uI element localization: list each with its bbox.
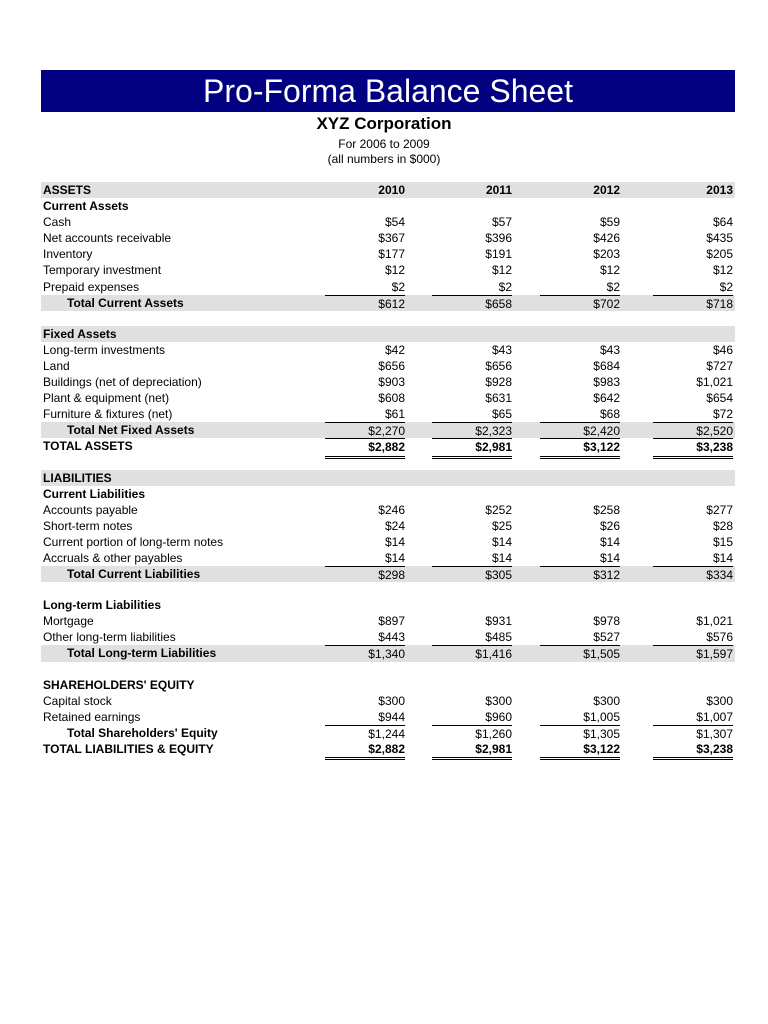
cell-value: $61 bbox=[384, 407, 405, 422]
cell-value: $28 bbox=[712, 518, 733, 533]
row-label: Land bbox=[43, 358, 70, 373]
balance-sheet-table bbox=[41, 182, 735, 757]
cell-value: $246 bbox=[378, 502, 405, 517]
year-2012: 2012 bbox=[593, 183, 620, 197]
equity-rows bbox=[41, 693, 735, 725]
table-row bbox=[41, 374, 735, 390]
table-row bbox=[41, 342, 735, 358]
cell-value: $12 bbox=[599, 263, 620, 278]
cell-value: $312 bbox=[540, 566, 620, 583]
current-assets-label: Current Assets bbox=[43, 199, 129, 214]
cell-value: $59 bbox=[599, 215, 620, 230]
row-label: Total Current Liabilities bbox=[67, 567, 201, 582]
row-label: Accruals & other payables bbox=[43, 550, 183, 565]
table-row bbox=[41, 518, 735, 534]
company-name: XYZ Corporation bbox=[316, 114, 452, 133]
cell-value: $24 bbox=[384, 518, 405, 533]
cell-value: $15 bbox=[712, 534, 733, 549]
cell-value: $658 bbox=[432, 295, 512, 312]
total-equity-row bbox=[41, 725, 735, 741]
cell-value: $727 bbox=[706, 358, 733, 373]
row-label: Plant & equipment (net) bbox=[43, 391, 170, 406]
row-label: Other long-term liabilities bbox=[43, 630, 176, 645]
fixed-assets-rows bbox=[41, 342, 735, 422]
section-label-row bbox=[41, 597, 735, 613]
cell-value: $1,505 bbox=[540, 645, 620, 662]
cell-value: $12 bbox=[491, 263, 512, 278]
row-label: Net accounts receivable bbox=[43, 231, 172, 246]
table-row bbox=[41, 550, 735, 566]
cell-value: $2 bbox=[498, 279, 512, 294]
cell-value: $2,520 bbox=[653, 422, 733, 439]
table-row bbox=[41, 214, 735, 230]
cell-value: $2 bbox=[719, 279, 733, 294]
cell-value: $2 bbox=[391, 279, 405, 294]
cell-value: $2,882 bbox=[325, 438, 405, 458]
liabilities-header-row bbox=[41, 470, 735, 486]
cell-value: $612 bbox=[325, 295, 405, 312]
table-row bbox=[41, 406, 735, 422]
cell-value: $68 bbox=[599, 407, 620, 422]
cell-value: $1,305 bbox=[540, 725, 620, 742]
row-label: Long-term investments bbox=[43, 342, 166, 357]
cell-value: $203 bbox=[593, 247, 620, 262]
section-label-row bbox=[41, 677, 735, 693]
cell-value: $1,597 bbox=[653, 645, 733, 662]
cell-value: $305 bbox=[432, 566, 512, 583]
cell-value: $702 bbox=[540, 295, 620, 312]
year-2011: 2011 bbox=[485, 183, 512, 197]
cell-value: $72 bbox=[712, 407, 733, 422]
year-2013: 2013 bbox=[706, 183, 733, 197]
cell-value: $258 bbox=[593, 502, 620, 517]
cell-value: $654 bbox=[706, 391, 733, 406]
cell-value: $1,005 bbox=[583, 709, 620, 724]
total-current-liabilities-row bbox=[41, 566, 735, 582]
total-fixed-assets-row bbox=[41, 422, 735, 438]
table-row bbox=[41, 390, 735, 406]
cell-value: $642 bbox=[593, 391, 620, 406]
cell-value: $46 bbox=[712, 342, 733, 357]
cell-value: $3,238 bbox=[653, 741, 733, 760]
cell-value: $656 bbox=[378, 358, 405, 373]
cell-value: $12 bbox=[712, 263, 733, 278]
cell-value: $43 bbox=[599, 342, 620, 357]
cell-value: $1,244 bbox=[325, 725, 405, 742]
row-label: Cash bbox=[43, 215, 72, 230]
cell-value: $14 bbox=[384, 534, 405, 549]
cell-value: $14 bbox=[491, 534, 512, 549]
cell-value: $426 bbox=[593, 231, 620, 246]
table-row bbox=[41, 693, 735, 709]
units-note: (all numbers in $000) bbox=[327, 152, 441, 166]
cell-value: $25 bbox=[491, 518, 512, 533]
equity-label: SHAREHOLDERS' EQUITY bbox=[43, 677, 195, 692]
cell-value: $928 bbox=[485, 375, 512, 390]
cell-value: $1,007 bbox=[696, 709, 733, 724]
current-liabilities-rows bbox=[41, 502, 735, 566]
cell-value: $57 bbox=[491, 215, 512, 230]
total-longterm-liabilities-row bbox=[41, 645, 735, 661]
cell-value: $367 bbox=[378, 231, 405, 246]
cell-value: $608 bbox=[378, 391, 405, 406]
cell-value: $435 bbox=[706, 231, 733, 246]
cell-value: $1,307 bbox=[653, 725, 733, 742]
cell-value: $12 bbox=[384, 263, 405, 278]
cell-value: $14 bbox=[491, 550, 512, 565]
cell-value: $903 bbox=[378, 375, 405, 390]
table-row bbox=[41, 502, 735, 518]
current-assets-rows bbox=[41, 214, 735, 294]
cell-value: $3,238 bbox=[653, 438, 733, 458]
cell-value: $205 bbox=[706, 247, 733, 262]
cell-value: $334 bbox=[653, 566, 733, 583]
row-label: Accounts payable bbox=[43, 502, 138, 517]
cell-value: $252 bbox=[485, 502, 512, 517]
cell-value: $684 bbox=[593, 358, 620, 373]
row-label: Furniture & fixtures (net) bbox=[43, 407, 173, 422]
page-title: Pro-Forma Balance Sheet bbox=[41, 70, 735, 112]
total-assets-row bbox=[41, 438, 735, 454]
cell-value: $14 bbox=[384, 550, 405, 565]
cell-value: $1,021 bbox=[696, 375, 733, 390]
row-label: TOTAL LIABILITIES & EQUITY bbox=[43, 741, 214, 756]
cell-value: $1,021 bbox=[696, 614, 733, 629]
year-2010: 2010 bbox=[378, 183, 405, 197]
cell-value: $2,981 bbox=[432, 438, 512, 458]
row-label: Buildings (net of depreciation) bbox=[43, 375, 202, 390]
cell-value: $897 bbox=[378, 614, 405, 629]
total-current-assets-row bbox=[41, 295, 735, 311]
cell-value: $656 bbox=[485, 358, 512, 373]
cell-value: $42 bbox=[384, 342, 405, 357]
row-label: Short-term notes bbox=[43, 518, 133, 533]
cell-value: $300 bbox=[485, 693, 512, 708]
row-label: Total Shareholders' Equity bbox=[67, 725, 218, 740]
longterm-liabilities-label: Long-term Liabilities bbox=[43, 598, 162, 613]
cell-value: $14 bbox=[599, 550, 620, 565]
cell-value: $177 bbox=[378, 247, 405, 262]
cell-value: $931 bbox=[485, 614, 512, 629]
cell-value: $2,270 bbox=[325, 422, 405, 439]
row-label: Prepaid expenses bbox=[43, 279, 140, 294]
table-row bbox=[41, 629, 735, 645]
table-row bbox=[41, 246, 735, 262]
row-label: Current portion of long-term notes bbox=[43, 534, 224, 549]
liabilities-header: LIABILITIES bbox=[43, 470, 112, 485]
table-row bbox=[41, 534, 735, 550]
fixed-assets-header-row bbox=[41, 326, 735, 342]
table-row bbox=[41, 358, 735, 374]
section-label-row bbox=[41, 486, 735, 502]
row-label: TOTAL ASSETS bbox=[43, 439, 133, 454]
assets-header-row bbox=[41, 182, 735, 198]
longterm-liabilities-rows bbox=[41, 613, 735, 645]
cell-value: $1,340 bbox=[325, 645, 405, 662]
row-label: Temporary investment bbox=[43, 263, 162, 278]
cell-value: $960 bbox=[485, 709, 512, 724]
cell-value: $983 bbox=[593, 375, 620, 390]
row-label: Total Long-term Liabilities bbox=[67, 646, 217, 661]
row-label: Total Current Assets bbox=[67, 295, 184, 310]
cell-value: $14 bbox=[712, 550, 733, 565]
cell-value: $2,420 bbox=[540, 422, 620, 439]
cell-value: $2 bbox=[606, 279, 620, 294]
cell-value: $43 bbox=[491, 342, 512, 357]
period-subtitle: For 2006 to 2009 bbox=[338, 137, 430, 151]
row-label: Total Net Fixed Assets bbox=[67, 423, 195, 438]
total-liabilities-equity-row bbox=[41, 741, 735, 757]
cell-value: $978 bbox=[593, 614, 620, 629]
cell-value: $485 bbox=[485, 630, 512, 645]
row-label: Mortgage bbox=[43, 614, 94, 629]
table-row bbox=[41, 262, 735, 278]
table-row bbox=[41, 230, 735, 246]
current-liabilities-label: Current Liabilities bbox=[43, 486, 146, 501]
cell-value: $298 bbox=[325, 566, 405, 583]
cell-value: $277 bbox=[706, 502, 733, 517]
cell-value: $14 bbox=[599, 534, 620, 549]
cell-value: $631 bbox=[485, 391, 512, 406]
cell-value: $443 bbox=[378, 630, 405, 645]
cell-value: $527 bbox=[593, 630, 620, 645]
cell-value: $1,260 bbox=[432, 725, 512, 742]
cell-value: $26 bbox=[599, 518, 620, 533]
row-label: Inventory bbox=[43, 247, 93, 262]
cell-value: $396 bbox=[485, 231, 512, 246]
cell-value: $944 bbox=[378, 709, 405, 724]
cell-value: $2,882 bbox=[325, 741, 405, 760]
cell-value: $54 bbox=[384, 215, 405, 230]
cell-value: $3,122 bbox=[540, 438, 620, 458]
cell-value: $64 bbox=[712, 215, 733, 230]
fixed-assets-label: Fixed Assets bbox=[43, 326, 117, 341]
cell-value: $191 bbox=[485, 247, 512, 262]
cell-value: $3,122 bbox=[540, 741, 620, 760]
row-label: Retained earnings bbox=[43, 709, 141, 724]
table-row bbox=[41, 709, 735, 725]
cell-value: $300 bbox=[378, 693, 405, 708]
row-label: Capital stock bbox=[43, 693, 112, 708]
cell-value: $2,323 bbox=[432, 422, 512, 439]
cell-value: $2,981 bbox=[432, 741, 512, 760]
cell-value: $1,416 bbox=[432, 645, 512, 662]
table-row bbox=[41, 613, 735, 629]
cell-value: $65 bbox=[491, 407, 512, 422]
cell-value: $300 bbox=[593, 693, 620, 708]
cell-value: $300 bbox=[706, 693, 733, 708]
section-label-row bbox=[41, 198, 735, 214]
cell-value: $718 bbox=[653, 295, 733, 312]
cell-value: $576 bbox=[706, 630, 733, 645]
table-row bbox=[41, 279, 735, 295]
assets-header: ASSETS bbox=[43, 183, 92, 197]
